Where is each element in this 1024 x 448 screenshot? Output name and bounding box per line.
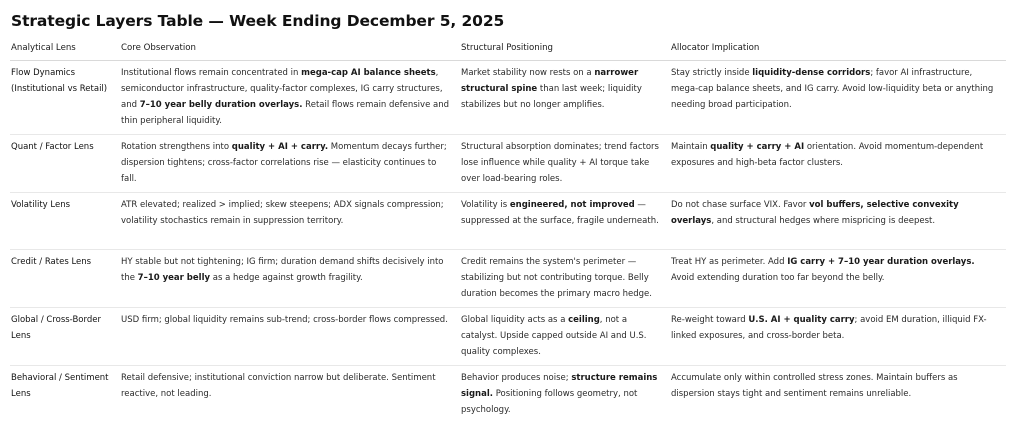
cell-text: as a hedge against growth fragility.: [210, 273, 363, 283]
cell-text: — suppressed at the surface, fragile underneath.: [461, 200, 659, 226]
emphasis-text: U.S. AI + quality carry: [748, 315, 855, 325]
cell-text: ; avoid EM duration, illiquid FX-linked exposures, and cross-border beta.: [671, 315, 987, 341]
allocator-implication-cell: [670, 61, 1006, 135]
table-row: [10, 61, 1006, 135]
cell-text: than last week; liquidity stabilizes but no longer amplifies.: [461, 84, 642, 110]
core-observation-cell: [120, 193, 460, 250]
core-observation-cell: [120, 135, 460, 193]
cell-text: Avoid extending duration too far beyond the belly.: [671, 273, 885, 283]
table-row: [10, 366, 1006, 424]
lens-cell: Volatility Lens: [10, 193, 120, 250]
emphasis-text: IG carry + 7–10 year duration overlays.: [787, 257, 975, 267]
table-row: [10, 250, 1006, 308]
header-structural-positioning: Structural Positioning: [460, 36, 670, 61]
cell-text: Credit remains the system's perimeter — stabilizing but not contributing torque. Belly duration becomes the primary macro hedge.: [461, 257, 652, 299]
cell-text: Retail flows remain defensive and thin peripheral liquidity.: [121, 100, 449, 126]
allocator-implication-cell: [670, 308, 1006, 366]
page-title: Strategic Layers Table — Week Ending December 5, 2025: [11, 12, 505, 30]
emphasis-text: vol buffers, selective convexity overlays: [671, 200, 959, 226]
structural-positioning-cell: [460, 250, 670, 308]
cell-text: Positioning follows geometry, not psychology.: [461, 389, 638, 415]
cell-text: Momentum decays further; dispersion tightens; cross-factor correlations rise — elasticity continues to fall.: [121, 142, 447, 184]
cell-text: Behavior produces noise;: [461, 373, 572, 383]
cell-text: Rotation strengthens into: [121, 142, 232, 152]
cell-text: Accumulate only within controlled stress zones. Maintain buffers as dispersion stays tight and sentiment remains unreliable.: [671, 373, 958, 399]
cell-text: Re-weight toward: [671, 315, 749, 325]
emphasis-text: 7–10 year belly: [137, 273, 211, 283]
cell-text: Institutional flows remain concentrated in: [121, 68, 302, 78]
allocator-implication-cell: [670, 193, 1006, 250]
cell-text: HY stable but not tightening; IG firm; duration demand shifts decisively into the: [121, 257, 444, 283]
table-row: [10, 308, 1006, 366]
lens-cell: Behavioral / Sentiment Lens: [11, 373, 109, 399]
cell-text: , not a catalyst. Upside capped outside AI and U.S. quality complexes.: [461, 315, 647, 357]
allocator-implication-cell: [670, 250, 1006, 308]
emphasis-text: quality + carry + AI: [710, 142, 805, 152]
cell-text: Stay strictly inside: [671, 68, 753, 78]
table-row: [10, 135, 1006, 193]
emphasis-text: liquidity-dense corridors: [752, 68, 871, 78]
lens-cell: Flow Dynamics (Institutional vs Retail): [10, 61, 120, 135]
header-allocator-implication: Allocator Implication: [670, 36, 1006, 61]
cell-text: ATR elevated; realized > implied; skew steepens; ADX signals compression; volatility stochastics remain in suppression territory.: [121, 200, 444, 226]
table-row: [10, 193, 1006, 250]
lens-cell: Credit / Rates Lens: [10, 250, 120, 308]
structural-positioning-cell: [460, 366, 670, 424]
cell-text: Structural absorption dominates; trend factors lose influence while quality + AI torque take over load-bearing roles.: [461, 142, 659, 184]
emphasis-text: mega-cap AI balance sheets: [301, 68, 436, 78]
cell-text: , semiconductor infrastructure, quality-factor complexes, IG carry structures, and: [121, 68, 443, 110]
header-analytical-lens: Analytical Lens: [10, 36, 120, 61]
cell-text: Market stability now rests on a: [461, 68, 595, 78]
emphasis-text: narrower structural spine: [461, 68, 639, 94]
core-observation-cell: [120, 250, 460, 308]
core-observation-cell: [120, 61, 460, 135]
strategic-layers-table: [10, 36, 1006, 423]
cell-text: , and structural hedges where mispricing is deepest.: [711, 216, 936, 226]
lens-cell: Quant / Factor Lens: [10, 135, 120, 193]
structural-positioning-cell: [460, 193, 670, 250]
cell-text: Global liquidity acts as a: [461, 315, 569, 325]
cell-text: Maintain: [671, 142, 711, 152]
emphasis-text: engineered, not improved: [509, 200, 635, 210]
emphasis-text: 7–10 year belly duration overlays.: [139, 100, 303, 110]
lens-cell: Global / Cross-Border Lens: [10, 308, 120, 366]
cell-text: orientation. Avoid momentum-dependent exposures and high-beta factor clusters.: [671, 142, 984, 168]
cell-text: Do not chase surface VIX. Favor: [671, 200, 810, 210]
core-observation-cell: [120, 366, 460, 424]
structural-positioning-cell: [460, 135, 670, 193]
allocator-implication-cell: [670, 135, 1006, 193]
core-observation-cell: [120, 308, 460, 366]
emphasis-text: ceiling: [568, 315, 600, 325]
allocator-implication-cell: [670, 366, 1006, 424]
structural-positioning-cell: [460, 308, 670, 366]
cell-text: Retail defensive; institutional conviction narrow but deliberate. Sentiment reactive, not leading.: [121, 373, 436, 399]
table-header-row: [10, 36, 1006, 61]
cell-text: Volatility is: [461, 200, 510, 210]
header-core-observation: Core Observation: [120, 36, 460, 61]
cell-text: ; favor AI infrastructure, mega-cap balance sheets, and IG carry. Avoid low-liquidity beta or anything needing broad participation.: [671, 68, 994, 110]
structural-positioning-cell: [460, 61, 670, 135]
emphasis-text: structure remains signal.: [461, 373, 658, 399]
cell-text: Treat HY as perimeter. Add: [671, 257, 788, 267]
emphasis-text: quality + AI + carry.: [231, 142, 329, 152]
cell-text: USD firm; global liquidity remains sub-trend; cross-border flows compressed.: [121, 315, 448, 325]
